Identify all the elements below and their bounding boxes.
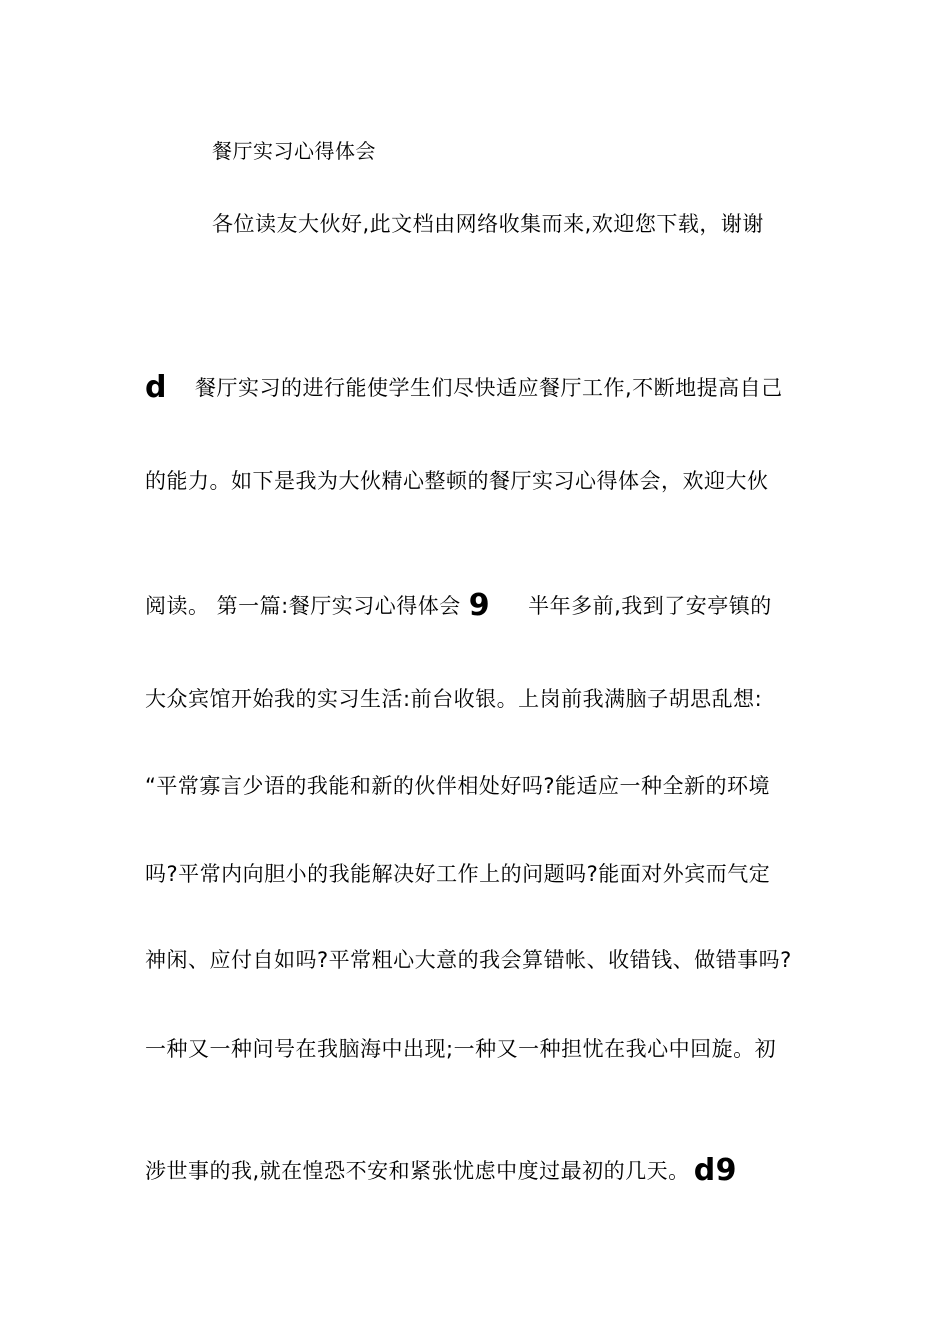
- body-line-4: 大众宾馆开始我的实习生活:前台收银。上岗前我满脑子胡思乱想:: [145, 687, 763, 711]
- body-line-7: 神闲、应付自如吗?平常粗心大意的我会算错帐、收错钱、做错事吗?: [145, 948, 792, 972]
- body-line-5: “平常寡言少语的我能和新的伙伴相处好吗?能适应一种全新的环境: [145, 774, 771, 798]
- body-line-3: [145, 588, 772, 623]
- line-text: 涉世事的我,就在惶恐不安和紧张忧虑中度过最初的几天。: [145, 1159, 690, 1183]
- marker-glyph: d: [145, 370, 167, 405]
- document-title: 餐厅实习心得体会: [212, 139, 376, 163]
- body-line-2: 的能力。如下是我为大伙精心整顿的餐厅实习心得体会，欢迎大伙: [145, 469, 769, 493]
- body-line-9: [145, 1153, 738, 1188]
- line-text: 餐厅实习的进行能使学生们尽快适应餐厅工作,不断地提高自己: [194, 376, 783, 400]
- marker-glyph: d9: [693, 1153, 738, 1188]
- body-line-8: 一种又一种问号在我脑海中出现;一种又一种担忧在我心中回旋。初: [145, 1037, 777, 1061]
- line-text: 半年多前,我到了安亭镇的: [528, 594, 772, 618]
- line-text: 阅读。 第一篇:餐厅实习心得体会: [145, 594, 461, 618]
- marker-glyph: 9: [468, 588, 491, 623]
- body-line-1: [145, 370, 783, 405]
- intro-line: 各位读友大伙好,此文档由网络收集而来,欢迎您下载，谢谢: [212, 212, 764, 236]
- body-line-6: 吗?平常内向胆小的我能解决好工作上的问题吗?能面对外宾而气定: [145, 862, 771, 886]
